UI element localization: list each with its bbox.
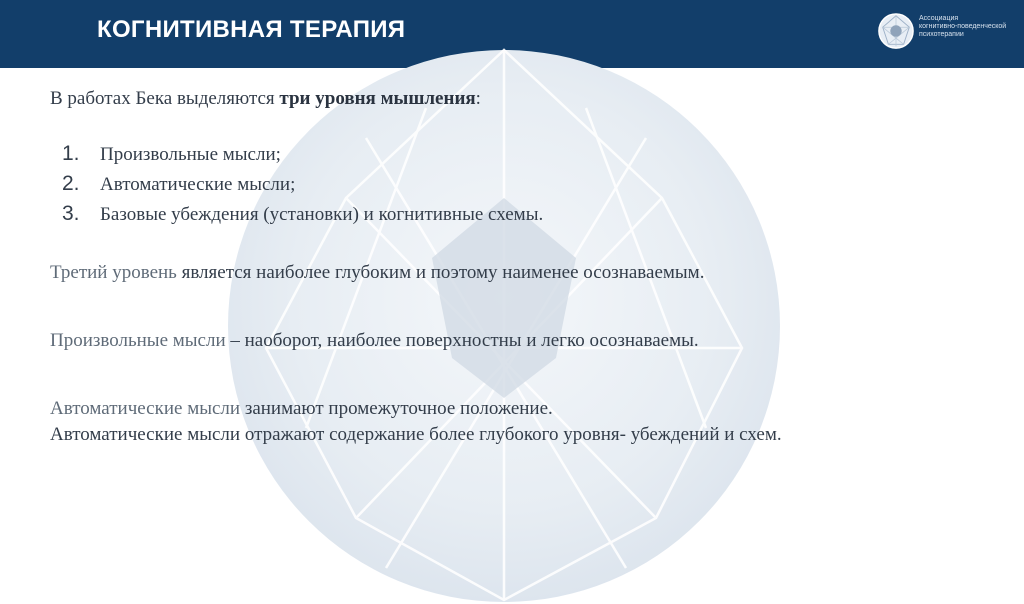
third-level-term: Третий уровень <box>50 262 182 283</box>
list-number: 3. <box>62 202 80 225</box>
list-text: Произвольные мысли; <box>100 144 281 165</box>
intro-emphasis: три уровня мышления <box>279 88 476 109</box>
voluntary-text: – наоборот, наиболее поверхностны и легко осознаваемы. <box>230 330 699 351</box>
list-item <box>50 172 976 202</box>
slide-body <box>50 86 976 448</box>
voluntary-paragraph <box>50 328 976 354</box>
automatic-term: Автоматические мысли <box>50 398 245 419</box>
intro-text: В работах Бека выделяются <box>50 88 280 109</box>
list-number: 1. <box>62 142 80 165</box>
logo-line-2: когнитивно-поведенческой <box>919 23 1007 30</box>
list-number: 2. <box>62 172 80 195</box>
levels-list <box>50 142 976 232</box>
list-item <box>50 142 976 172</box>
list-item <box>50 202 976 232</box>
list-text: Автоматические мысли; <box>100 174 296 195</box>
automatic-text: занимают промежуточное положение. <box>244 398 553 419</box>
slide-title: КОГНИТИВНАЯ ТЕРАПИЯ <box>97 16 406 43</box>
intro-line <box>50 86 976 116</box>
third-level-text: является наиболее глубоким и поэтому наименее осознаваемым. <box>181 262 705 283</box>
logo-line-3: психотерапии <box>919 31 964 38</box>
logo-line-1: Ассоциация <box>919 15 959 22</box>
automatic-paragraph-2: Автоматические мысли отражают содержание более глубокого уровня- убеждений и схем. <box>50 424 782 445</box>
automatic-paragraph-1 <box>50 396 976 422</box>
voluntary-term: Произвольные мысли <box>50 330 231 351</box>
globe-emblem-icon <box>877 12 915 50</box>
third-level-paragraph <box>50 260 976 286</box>
intro-colon: : <box>475 88 481 109</box>
list-text: Базовые убеждения (установки) и когнитивные схемы. <box>100 204 544 225</box>
logo-caption <box>919 15 1006 39</box>
